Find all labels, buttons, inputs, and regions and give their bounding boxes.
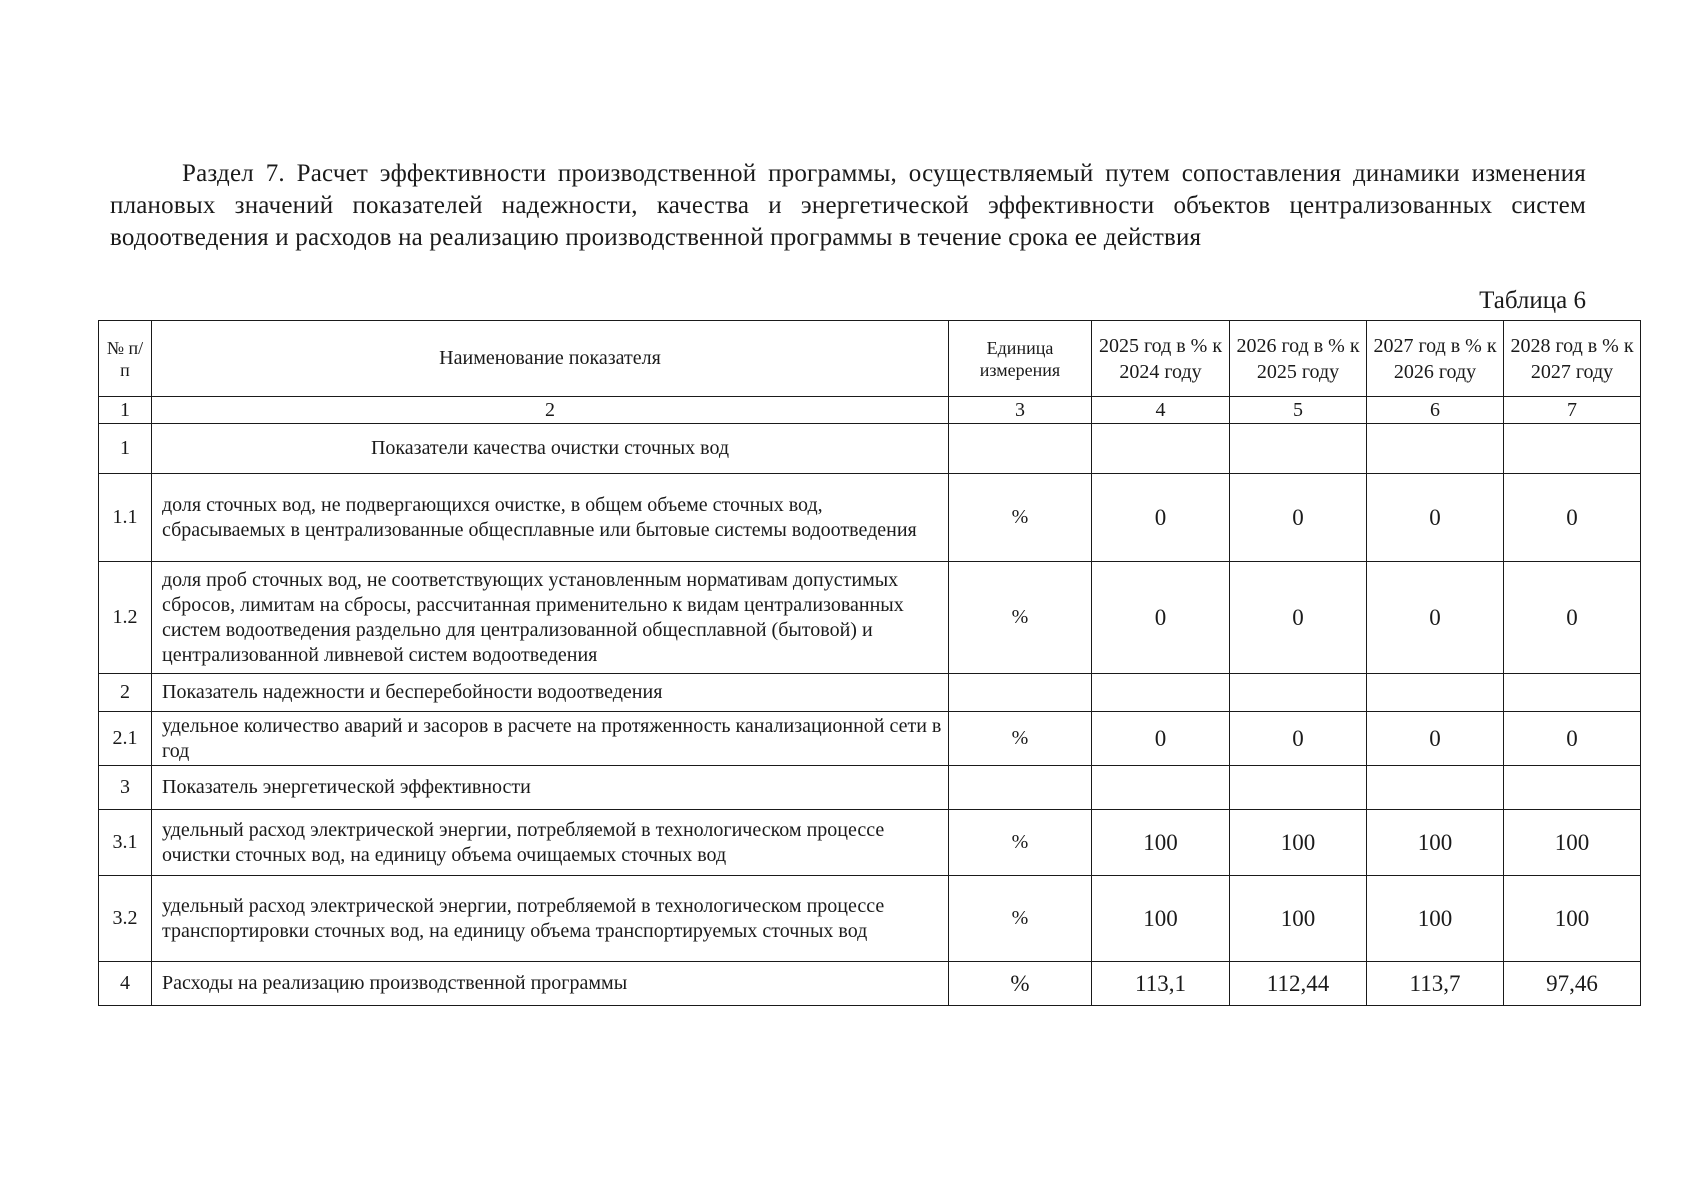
row-indicator-name: удельный расход электрической энергии, потребляемой в технологическом процессе транспортировки сточных вод, на единицу объема транспортируемых сточных вод	[152, 876, 949, 962]
row-number: 1	[99, 424, 152, 474]
row-value-2025: 0	[1092, 712, 1230, 766]
row-value-2025	[1092, 674, 1230, 712]
row-value-2028: 0	[1504, 712, 1641, 766]
header-num: № п/п	[99, 321, 152, 397]
row-unit	[949, 766, 1092, 810]
row-value-2026: 112,44	[1230, 962, 1367, 1006]
row-value-2026	[1230, 424, 1367, 474]
table-row	[99, 712, 1641, 766]
row-indicator-name: Показатели качества очистки сточных вод	[152, 424, 949, 474]
table-row	[99, 766, 1641, 810]
row-unit: %	[949, 962, 1092, 1006]
row-value-2027	[1367, 674, 1504, 712]
row-number: 2.1	[99, 712, 152, 766]
row-unit	[949, 424, 1092, 474]
header-year-2027: 2027 год в % к 2026 году	[1367, 321, 1504, 397]
row-value-2028: 100	[1504, 876, 1641, 962]
row-indicator-name: Показатель энергетической эффективности	[152, 766, 949, 810]
header-year-2025: 2025 год в % к 2024 году	[1092, 321, 1230, 397]
row-number: 3	[99, 766, 152, 810]
column-index: 7	[1504, 397, 1641, 424]
row-indicator-name: удельное количество аварий и засоров в расчете на протяженность канализационной сети в год	[152, 712, 949, 766]
row-value-2027: 100	[1367, 876, 1504, 962]
column-index: 4	[1092, 397, 1230, 424]
row-value-2027: 0	[1367, 474, 1504, 562]
column-index: 1	[99, 397, 152, 424]
indicators-table	[98, 320, 1641, 1006]
row-value-2026: 100	[1230, 876, 1367, 962]
table-row	[99, 962, 1641, 1006]
header-row	[99, 321, 1641, 397]
table-row	[99, 876, 1641, 962]
row-indicator-name: доля сточных вод, не подвергающихся очистке, в общем объеме сточных вод, сбрасываемых в централизованные общесплавные или бытовые системы водоотведения	[152, 474, 949, 562]
header-name: Наименование показателя	[152, 321, 949, 397]
row-value-2028: 0	[1504, 562, 1641, 674]
table-row	[99, 474, 1641, 562]
row-value-2028	[1504, 766, 1641, 810]
row-value-2025: 0	[1092, 474, 1230, 562]
row-unit: %	[949, 876, 1092, 962]
row-number: 1.2	[99, 562, 152, 674]
column-index: 6	[1367, 397, 1504, 424]
row-value-2027: 100	[1367, 810, 1504, 876]
row-unit: %	[949, 810, 1092, 876]
row-value-2027	[1367, 424, 1504, 474]
column-index: 2	[152, 397, 949, 424]
row-value-2025	[1092, 424, 1230, 474]
row-value-2025: 100	[1092, 876, 1230, 962]
table-caption: Таблица 6	[1479, 287, 1586, 314]
row-value-2025: 100	[1092, 810, 1230, 876]
row-indicator-name: Показатель надежности и бесперебойности водоотведения	[152, 674, 949, 712]
row-value-2028: 97,46	[1504, 962, 1641, 1006]
row-value-2026: 100	[1230, 810, 1367, 876]
row-value-2025: 0	[1092, 562, 1230, 674]
section-heading: Раздел 7. Расчет эффективности производственной программы, осуществляемый путем сопоставления динамики изменения плановых значений показателей надежности, качества и энергетической эффективности объектов централизованных систем водоотведения и расходов на реализацию производственной программы в течение срока ее действия	[110, 160, 1586, 251]
table-row	[99, 674, 1641, 712]
row-value-2026	[1230, 766, 1367, 810]
row-value-2028: 0	[1504, 474, 1641, 562]
column-index-row	[99, 397, 1641, 424]
row-value-2026	[1230, 674, 1367, 712]
row-number: 1.1	[99, 474, 152, 562]
row-value-2028: 100	[1504, 810, 1641, 876]
row-unit: %	[949, 562, 1092, 674]
row-number: 4	[99, 962, 152, 1006]
header-year-2026: 2026 год в % к 2025 году	[1230, 321, 1367, 397]
row-unit: %	[949, 712, 1092, 766]
row-unit: %	[949, 474, 1092, 562]
table-row	[99, 810, 1641, 876]
header-unit: Единица измерения	[949, 321, 1092, 397]
row-value-2025: 113,1	[1092, 962, 1230, 1006]
column-index: 5	[1230, 397, 1367, 424]
row-indicator-name: доля проб сточных вод, не соответствующих установленным нормативам допустимых сбросов, лимитам на сбросы, рассчитанная применительно к видам централизованных систем водоотведения раздельно для централизованной общесплавной (бытовой) и централизованной ливневой систем водоотведения	[152, 562, 949, 674]
table-row	[99, 562, 1641, 674]
row-indicator-name: Расходы на реализацию производственной программы	[152, 962, 949, 1006]
row-value-2027: 0	[1367, 562, 1504, 674]
header-year-2028: 2028 год в % к 2027 году	[1504, 321, 1641, 397]
row-number: 2	[99, 674, 152, 712]
row-value-2026: 0	[1230, 474, 1367, 562]
row-value-2028	[1504, 424, 1641, 474]
table-row	[99, 424, 1641, 474]
row-indicator-name: удельный расход электрической энергии, потребляемой в технологическом процессе очистки сточных вод, на единицу объема очищаемых сточных вод	[152, 810, 949, 876]
column-index: 3	[949, 397, 1092, 424]
row-value-2027: 113,7	[1367, 962, 1504, 1006]
row-number: 3.2	[99, 876, 152, 962]
row-value-2027	[1367, 766, 1504, 810]
row-value-2027: 0	[1367, 712, 1504, 766]
row-unit	[949, 674, 1092, 712]
row-value-2028	[1504, 674, 1641, 712]
row-number: 3.1	[99, 810, 152, 876]
row-value-2026: 0	[1230, 712, 1367, 766]
row-value-2026: 0	[1230, 562, 1367, 674]
row-value-2025	[1092, 766, 1230, 810]
